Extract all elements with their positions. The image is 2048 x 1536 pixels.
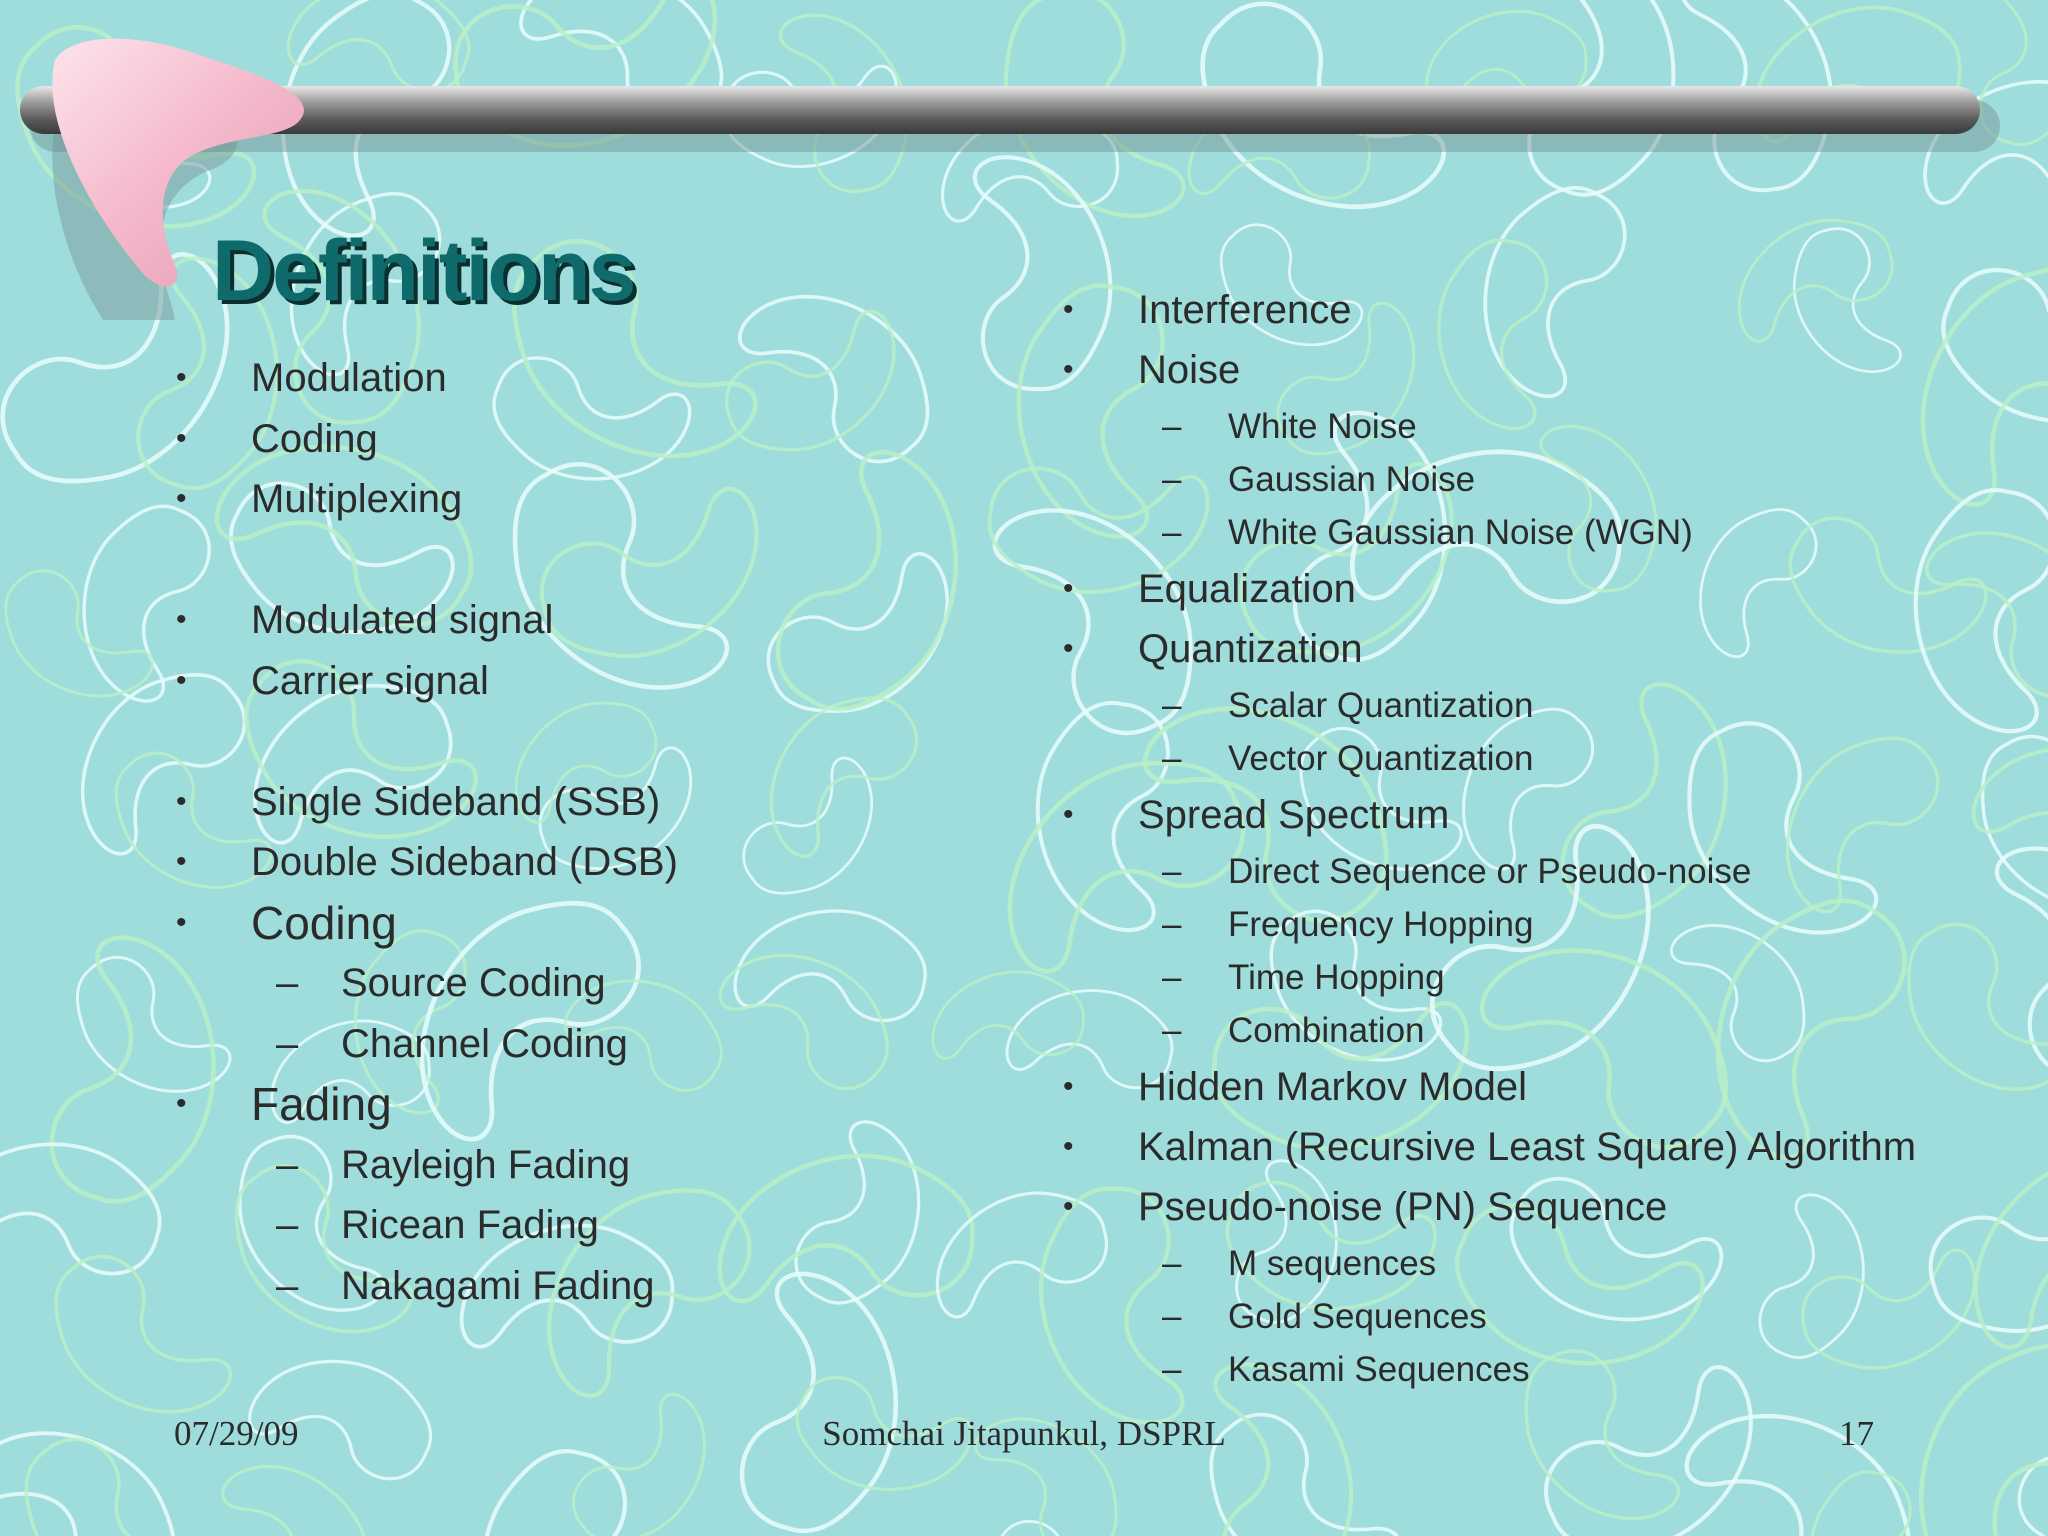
bullet-marker: • bbox=[1063, 353, 1074, 386]
sub-bullet-item bbox=[1058, 732, 2018, 785]
dash-marker: – bbox=[276, 1263, 299, 1308]
bullet-item bbox=[1058, 785, 2018, 845]
bullet-item bbox=[170, 832, 990, 893]
sub-bullet-item bbox=[1058, 898, 2018, 951]
boomerang-outline bbox=[1660, 1376, 1947, 1536]
sub-bullet-item bbox=[170, 1195, 990, 1256]
bullet-text: Spread Spectrum bbox=[1138, 793, 1450, 837]
sub-bullet-item bbox=[1058, 506, 2018, 559]
sub-bullet-item bbox=[1058, 845, 2018, 898]
left-bullet-list bbox=[170, 348, 990, 1316]
bullet-text: Modulation bbox=[251, 356, 447, 400]
bullet-text: Kalman (Recursive Least Square) Algorithm bbox=[1138, 1125, 1917, 1169]
footer-page-number: 17 bbox=[1839, 1414, 1874, 1453]
sub-bullet-item bbox=[1058, 1290, 2018, 1343]
bullet-text: Fading bbox=[251, 1078, 392, 1130]
dash-marker: – bbox=[1162, 905, 1182, 944]
dash-marker: – bbox=[1162, 407, 1182, 446]
boomerang-outline bbox=[953, 1390, 1146, 1536]
bullet-text: Time Hopping bbox=[1228, 958, 1445, 997]
bullet-text: Carrier signal bbox=[251, 658, 489, 703]
bullet-item bbox=[1058, 619, 2018, 679]
bullet-text: Double Sideband (DSB) bbox=[251, 840, 678, 884]
dash-marker: – bbox=[1162, 852, 1182, 891]
bullet-text: Modulated signal bbox=[251, 598, 554, 642]
sub-bullet-item bbox=[1058, 679, 2018, 732]
sub-bullet-item bbox=[1058, 453, 2018, 506]
list-spacer bbox=[170, 530, 990, 591]
sub-bullet-item bbox=[170, 1256, 990, 1317]
bullet-text: Coding bbox=[251, 416, 378, 461]
bullet-text: Quantization bbox=[1138, 627, 1363, 671]
bullet-text: Pseudo-noise (PN) Sequence bbox=[1138, 1185, 1668, 1229]
right-bullet-list bbox=[1058, 280, 2018, 1396]
bullet-item bbox=[170, 409, 990, 470]
bullet-marker: • bbox=[176, 482, 187, 515]
bullet-text: Rayleigh Fading bbox=[341, 1142, 631, 1187]
bullet-text: Frequency Hopping bbox=[1228, 905, 1534, 944]
dash-marker: – bbox=[1162, 1244, 1182, 1283]
bullet-text: Single Sideband (SSB) bbox=[251, 779, 661, 824]
dash-marker: – bbox=[276, 961, 299, 1005]
bullet-marker: • bbox=[176, 784, 187, 818]
bullet-marker: • bbox=[1063, 572, 1074, 605]
list-spacer bbox=[170, 711, 990, 772]
sub-bullet-item bbox=[1058, 951, 2018, 1004]
dash-marker: – bbox=[1162, 686, 1182, 725]
bullet-text: Combination bbox=[1228, 1011, 1425, 1050]
sub-bullet-item bbox=[1058, 1004, 2018, 1057]
bullet-text: Interference bbox=[1138, 288, 1352, 332]
dash-marker: – bbox=[1162, 739, 1182, 778]
footer-author: Somchai Jitapunkul, DSPRL bbox=[822, 1414, 1226, 1453]
bullet-text: Gaussian Noise bbox=[1228, 460, 1476, 499]
bullet-marker: • bbox=[1063, 1130, 1074, 1163]
bullet-text: Source Coding bbox=[341, 961, 606, 1005]
footer-date: 07/29/09 bbox=[174, 1414, 299, 1453]
bullet-text: M sequences bbox=[1228, 1244, 1437, 1283]
bullet-text: Scalar Quantization bbox=[1228, 686, 1534, 725]
bullet-text: Equalization bbox=[1138, 567, 1356, 611]
sub-bullet-item bbox=[1058, 1237, 2018, 1290]
bullet-marker: • bbox=[1063, 798, 1074, 831]
bullet-text: Hidden Markov Model bbox=[1138, 1065, 1528, 1109]
bullet-item bbox=[1058, 1177, 2018, 1237]
dash-marker: – bbox=[1162, 1011, 1182, 1050]
bullet-item bbox=[1058, 559, 2018, 619]
dash-marker: – bbox=[276, 1203, 299, 1247]
dash-marker: – bbox=[1162, 1297, 1182, 1336]
bullet-marker: • bbox=[176, 361, 187, 394]
bullet-item bbox=[170, 772, 990, 833]
bullet-marker: • bbox=[176, 603, 187, 636]
bullet-text: Kasami Sequences bbox=[1228, 1350, 1530, 1389]
bullet-marker: • bbox=[176, 1087, 187, 1120]
bullet-text: Multiplexing bbox=[251, 477, 463, 521]
sub-bullet-item bbox=[170, 1135, 990, 1196]
sub-bullet-item bbox=[170, 953, 990, 1014]
bullet-item bbox=[170, 1074, 990, 1135]
bullet-text: White Noise bbox=[1228, 407, 1417, 446]
bullet-text: Ricean Fading bbox=[341, 1203, 599, 1247]
bullet-item bbox=[170, 469, 990, 530]
dash-marker: – bbox=[1162, 460, 1182, 499]
bullet-marker: • bbox=[176, 845, 187, 878]
sub-bullet-item bbox=[1058, 400, 2018, 453]
dash-marker: – bbox=[1162, 1350, 1182, 1389]
bullet-marker: • bbox=[176, 663, 187, 697]
boomerang-outline bbox=[1800, 1466, 1929, 1536]
sub-bullet-item bbox=[1058, 1343, 2018, 1396]
bullet-item bbox=[170, 893, 990, 954]
bullet-marker: • bbox=[1063, 1070, 1074, 1103]
slide-title: Definitions bbox=[212, 223, 635, 319]
boomerang-outline bbox=[0, 1141, 162, 1280]
bullet-text: Gold Sequences bbox=[1228, 1297, 1487, 1336]
bullet-text: Nakagami Fading bbox=[341, 1263, 655, 1308]
bullet-text: Vector Quantization bbox=[1228, 739, 1534, 778]
bullet-item bbox=[170, 348, 990, 409]
sub-bullet-item bbox=[170, 1014, 990, 1075]
bullet-marker: • bbox=[1063, 293, 1074, 326]
bullet-text: Coding bbox=[251, 896, 397, 949]
boomerang-outline bbox=[990, 1518, 1154, 1536]
bullet-item bbox=[1058, 280, 2018, 340]
dash-marker: – bbox=[1162, 958, 1182, 997]
dash-marker: – bbox=[276, 1021, 299, 1066]
dash-marker: – bbox=[276, 1142, 299, 1187]
bullet-text: Direct Sequence or Pseudo-noise bbox=[1228, 852, 1752, 891]
bullet-item bbox=[1058, 1117, 2018, 1177]
bullet-text: Noise bbox=[1138, 348, 1241, 392]
bullet-marker: • bbox=[176, 421, 187, 455]
bullet-item bbox=[1058, 340, 2018, 400]
dash-marker: – bbox=[1162, 513, 1182, 552]
bullet-marker: • bbox=[1063, 1190, 1074, 1223]
bullet-item bbox=[1058, 1057, 2018, 1117]
bullet-marker: • bbox=[1063, 632, 1074, 665]
bullet-text: White Gaussian Noise (WGN) bbox=[1228, 513, 1693, 552]
bullet-text: Channel Coding bbox=[341, 1021, 628, 1066]
bullet-item bbox=[170, 651, 990, 712]
bullet-item bbox=[170, 590, 990, 651]
boomerang-outline bbox=[476, 1447, 638, 1536]
bullet-marker: • bbox=[176, 905, 187, 939]
